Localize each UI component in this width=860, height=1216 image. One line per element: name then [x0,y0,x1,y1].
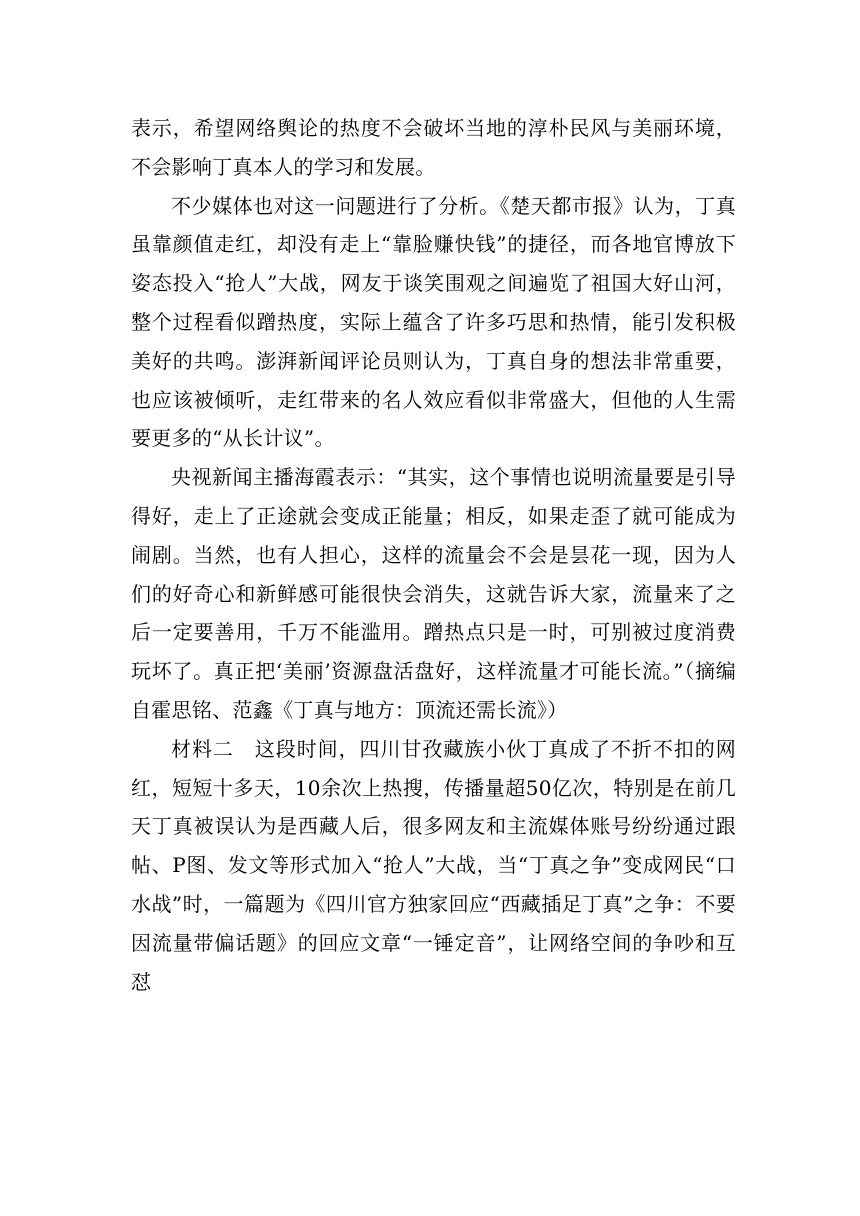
paragraph-cctv-anchor-quote: 央视新闻主播海霞表示：“其实，这个事情也说明流量要是引导得好，走上了正途就会变成正能量；相反，如果走歪了就可能成为闹剧。当然，也有人担心，这样的流量会不会是昙花一现，因为人们的好奇心和新鲜感可能很快会消失，这就告诉大家，流量来了之后一定要善用，千万不能滥用。蹭热点只是一时，可别被过度消费玩坏了。真正把‘美丽’资源盘活盘好，这样流量才可能长流。”（摘编自霍思铭、范鑫《丁真与地方：顶流还需长流》） [131,465,736,722]
paragraph-media-analysis: 不少媒体也对这一问题进行了分析。《楚天都市报》认为，丁真虽靠颜值走红，却没有走上“靠脸赚快钱”的捷径，而各地官博放下姿态投入“抢人”大战，网友于谈笑围观之间遍览了祖国大好山河，整个过程看似蹭热度，实际上蕴含了许多巧思和热情，能引发积极美好的共鸣。澎湃新闻评论员则认为，丁真自身的想法非常重要，也应该被倾听，走红带来的名人效应看似非常盛大，但他的人生需要更多的“从长计议”。 [131,193,736,451]
paragraph-material-two: 材料二 这段时间，四川甘孜藏族小伙丁真成了不折不扣的网红，短短十多天，10余次上热搜，传播量超50亿次，特别是在前几天丁真被误认为是西藏人后，很多网友和主流媒体账号纷纷通过跟帖、P图、发文等形式加入“抢人”大战，当“丁真之争”变成网民“口水战”时，一篇题为《四川官方独家回应“西藏插足丁真”之争：不要因流量带偏话题》的回应文章“一锤定音”，让网络空间的争吵和互怼 [131,736,736,994]
paragraph-continuation: 表示，希望网络舆论的热度不会破坏当地的淳朴民风与美丽环境，不会影响丁真本人的学习和发展。 [131,116,736,179]
document-page [131,109,736,1001]
